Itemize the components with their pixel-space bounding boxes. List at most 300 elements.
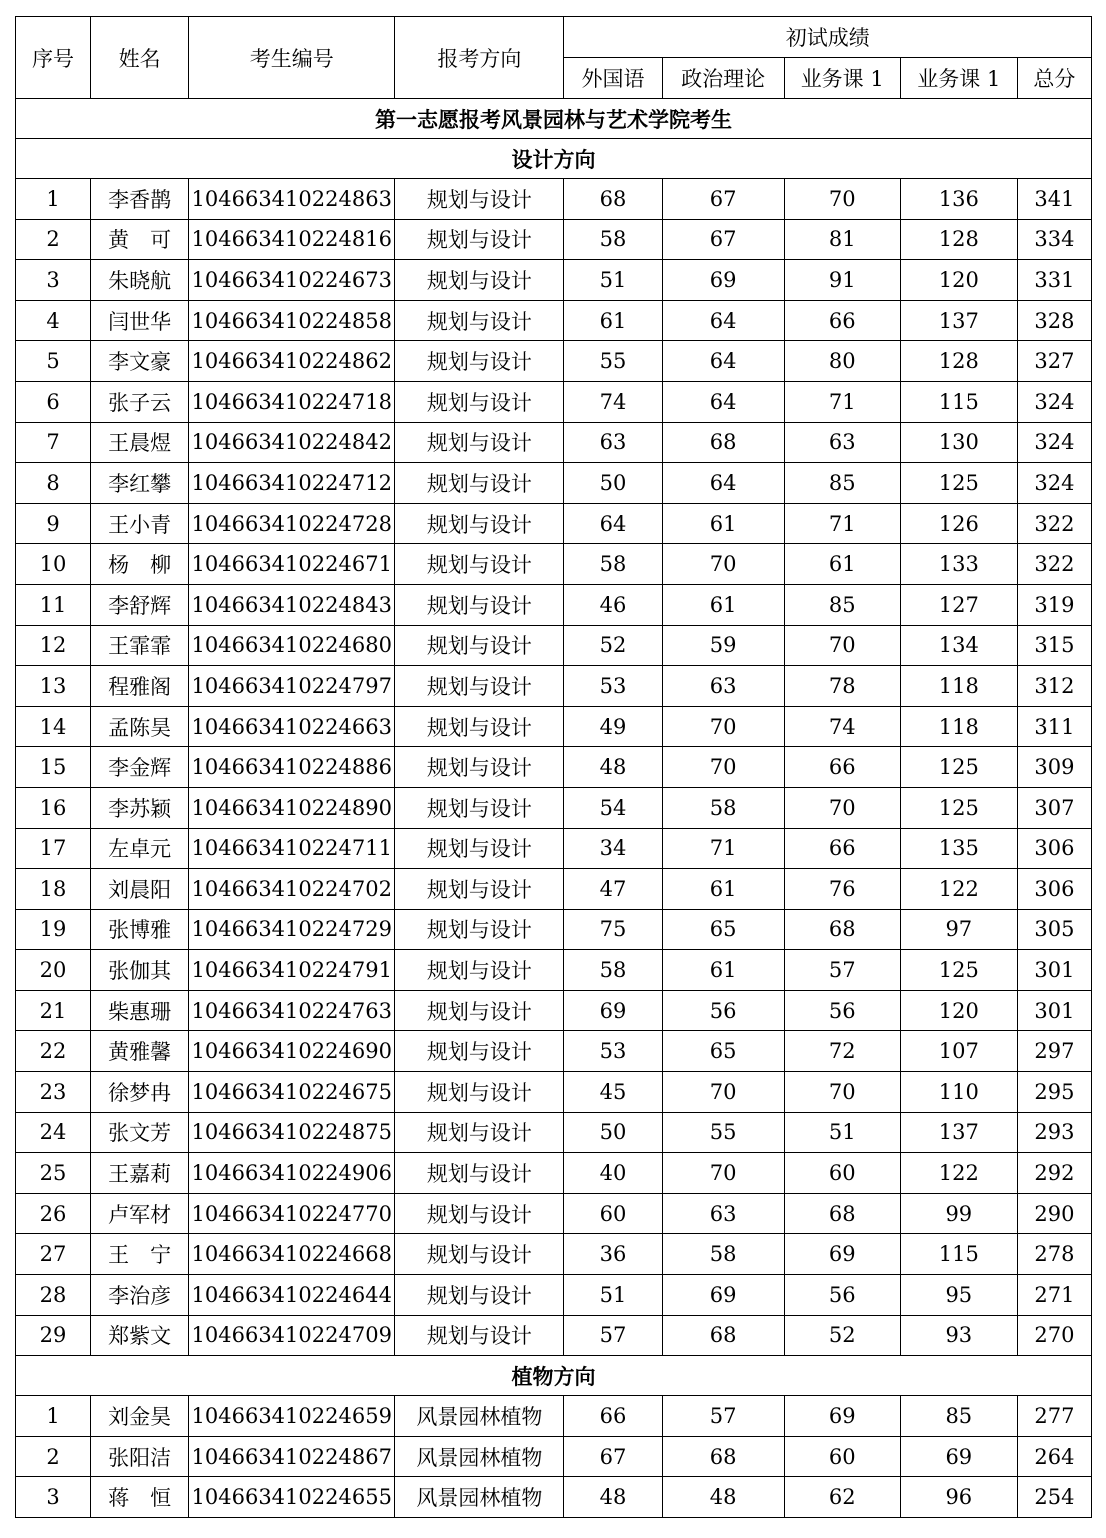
cell-direction: 风景园林植物 <box>395 1436 564 1477</box>
cell-foreign: 67 <box>564 1436 662 1477</box>
cell-total: 277 <box>1017 1396 1091 1437</box>
cell-course1: 57 <box>784 950 900 991</box>
cell-seq: 3 <box>16 1477 91 1518</box>
cell-total: 331 <box>1017 260 1091 301</box>
cell-politics: 58 <box>662 1234 784 1275</box>
cell-course2: 85 <box>900 1396 1017 1437</box>
table-row <box>16 260 1092 301</box>
cell-direction: 规划与设计 <box>395 747 564 788</box>
cell-name: 张阳洁 <box>91 1436 189 1477</box>
cell-course2: 128 <box>900 341 1017 382</box>
table-row <box>16 1396 1092 1437</box>
cell-seq: 19 <box>16 909 91 950</box>
cell-total: 295 <box>1017 1072 1091 1113</box>
table-row <box>16 990 1092 1031</box>
cell-politics: 70 <box>662 544 784 585</box>
table-row <box>16 463 1092 504</box>
table-row <box>16 1234 1092 1275</box>
cell-name: 李文豪 <box>91 341 189 382</box>
cell-seq: 12 <box>16 625 91 666</box>
cell-politics: 65 <box>662 1031 784 1072</box>
cell-course2: 130 <box>900 422 1017 463</box>
cell-total: 292 <box>1017 1153 1091 1194</box>
cell-politics: 61 <box>662 584 784 625</box>
cell-seq: 15 <box>16 747 91 788</box>
cell-foreign: 49 <box>564 706 662 747</box>
cell-id: 104663410224875 <box>189 1112 395 1153</box>
table-row <box>16 1072 1092 1113</box>
cell-politics: 61 <box>662 950 784 991</box>
cell-foreign: 55 <box>564 341 662 382</box>
table-row <box>16 1275 1092 1316</box>
table-row <box>16 1112 1092 1153</box>
cell-name: 杨 柳 <box>91 544 189 585</box>
table-row <box>16 1315 1092 1356</box>
group-title: 植物方向 <box>16 1356 1092 1396</box>
cell-course2: 122 <box>900 1153 1017 1194</box>
cell-direction: 规划与设计 <box>395 1072 564 1113</box>
cell-direction: 规划与设计 <box>395 219 564 260</box>
cell-politics: 68 <box>662 422 784 463</box>
cell-foreign: 53 <box>564 1031 662 1072</box>
cell-id: 104663410224797 <box>189 666 395 707</box>
header-scores-group: 初试成绩 <box>564 17 1092 58</box>
table-row <box>16 381 1092 422</box>
cell-direction: 规划与设计 <box>395 787 564 828</box>
cell-politics: 69 <box>662 1275 784 1316</box>
cell-course2: 95 <box>900 1275 1017 1316</box>
cell-name: 王小青 <box>91 503 189 544</box>
cell-direction: 规划与设计 <box>395 869 564 910</box>
cell-course1: 85 <box>784 584 900 625</box>
cell-politics: 61 <box>662 869 784 910</box>
table-row <box>16 1436 1092 1477</box>
cell-name: 王 宁 <box>91 1234 189 1275</box>
cell-direction: 规划与设计 <box>395 179 564 220</box>
cell-seq: 17 <box>16 828 91 869</box>
cell-course2: 126 <box>900 503 1017 544</box>
cell-seq: 23 <box>16 1072 91 1113</box>
cell-course2: 125 <box>900 463 1017 504</box>
cell-course1: 66 <box>784 300 900 341</box>
cell-seq: 2 <box>16 219 91 260</box>
cell-course1: 51 <box>784 1112 900 1153</box>
cell-total: 324 <box>1017 381 1091 422</box>
cell-course2: 97 <box>900 909 1017 950</box>
cell-foreign: 47 <box>564 869 662 910</box>
cell-foreign: 69 <box>564 990 662 1031</box>
cell-course2: 120 <box>900 990 1017 1031</box>
cell-politics: 48 <box>662 1477 784 1518</box>
cell-total: 341 <box>1017 179 1091 220</box>
cell-seq: 16 <box>16 787 91 828</box>
cell-seq: 27 <box>16 1234 91 1275</box>
cell-politics: 65 <box>662 909 784 950</box>
cell-course1: 56 <box>784 990 900 1031</box>
cell-course1: 63 <box>784 422 900 463</box>
cell-foreign: 34 <box>564 828 662 869</box>
cell-course2: 133 <box>900 544 1017 585</box>
cell-politics: 70 <box>662 747 784 788</box>
cell-course1: 68 <box>784 909 900 950</box>
cell-name: 孟陈昊 <box>91 706 189 747</box>
cell-seq: 29 <box>16 1315 91 1356</box>
cell-total: 315 <box>1017 625 1091 666</box>
cell-name: 蒋 恒 <box>91 1477 189 1518</box>
cell-id: 104663410224728 <box>189 503 395 544</box>
cell-direction: 规划与设计 <box>395 950 564 991</box>
cell-course2: 125 <box>900 787 1017 828</box>
header-foreign: 外国语 <box>564 58 662 99</box>
cell-total: 305 <box>1017 909 1091 950</box>
table-row <box>16 747 1092 788</box>
table-row <box>16 1153 1092 1194</box>
cell-politics: 61 <box>662 503 784 544</box>
cell-direction: 规划与设计 <box>395 1193 564 1234</box>
cell-total: 254 <box>1017 1477 1091 1518</box>
cell-id: 104663410224867 <box>189 1436 395 1477</box>
cell-foreign: 50 <box>564 463 662 504</box>
cell-course1: 71 <box>784 381 900 422</box>
cell-foreign: 45 <box>564 1072 662 1113</box>
cell-foreign: 58 <box>564 950 662 991</box>
cell-foreign: 52 <box>564 625 662 666</box>
cell-id: 104663410224791 <box>189 950 395 991</box>
cell-course2: 134 <box>900 625 1017 666</box>
cell-direction: 规划与设计 <box>395 260 564 301</box>
cell-name: 黄 可 <box>91 219 189 260</box>
table-row <box>16 503 1092 544</box>
cell-course2: 118 <box>900 666 1017 707</box>
table-row <box>16 179 1092 220</box>
cell-politics: 71 <box>662 828 784 869</box>
table-row <box>16 1031 1092 1072</box>
cell-id: 104663410224680 <box>189 625 395 666</box>
cell-name: 李治彦 <box>91 1275 189 1316</box>
cell-name: 刘晨阳 <box>91 869 189 910</box>
header-name: 姓名 <box>91 17 189 99</box>
cell-course1: 70 <box>784 787 900 828</box>
cell-id: 104663410224690 <box>189 1031 395 1072</box>
cell-id: 104663410224712 <box>189 463 395 504</box>
cell-direction: 规划与设计 <box>395 1234 564 1275</box>
cell-politics: 67 <box>662 219 784 260</box>
cell-total: 322 <box>1017 503 1091 544</box>
cell-course1: 70 <box>784 179 900 220</box>
cell-seq: 6 <box>16 381 91 422</box>
cell-total: 290 <box>1017 1193 1091 1234</box>
cell-total: 324 <box>1017 463 1091 504</box>
cell-foreign: 66 <box>564 1396 662 1437</box>
cell-direction: 风景园林植物 <box>395 1396 564 1437</box>
cell-politics: 70 <box>662 1153 784 1194</box>
cell-seq: 10 <box>16 544 91 585</box>
header-course1: 业务课 1 <box>784 58 900 99</box>
cell-total: 301 <box>1017 990 1091 1031</box>
cell-seq: 5 <box>16 341 91 382</box>
cell-foreign: 57 <box>564 1315 662 1356</box>
cell-foreign: 63 <box>564 422 662 463</box>
cell-direction: 规划与设计 <box>395 909 564 950</box>
header-course2: 业务课 1 <box>900 58 1017 99</box>
cell-id: 104663410224906 <box>189 1153 395 1194</box>
cell-id: 104663410224671 <box>189 544 395 585</box>
cell-course1: 72 <box>784 1031 900 1072</box>
cell-name: 王嘉莉 <box>91 1153 189 1194</box>
table-row <box>16 219 1092 260</box>
cell-id: 104663410224843 <box>189 584 395 625</box>
cell-direction: 规划与设计 <box>395 1153 564 1194</box>
cell-total: 327 <box>1017 341 1091 382</box>
cell-id: 104663410224711 <box>189 828 395 869</box>
cell-total: 311 <box>1017 706 1091 747</box>
cell-seq: 4 <box>16 300 91 341</box>
table-row <box>16 625 1092 666</box>
cell-total: 322 <box>1017 544 1091 585</box>
table-row <box>16 828 1092 869</box>
score-sheet <box>15 16 1092 1518</box>
table-row <box>16 422 1092 463</box>
table-row <box>16 869 1092 910</box>
cell-direction: 规划与设计 <box>395 300 564 341</box>
cell-course1: 78 <box>784 666 900 707</box>
cell-foreign: 60 <box>564 1193 662 1234</box>
cell-course2: 127 <box>900 584 1017 625</box>
cell-name: 柴惠珊 <box>91 990 189 1031</box>
cell-politics: 70 <box>662 1072 784 1113</box>
table-row <box>16 950 1092 991</box>
cell-id: 104663410224770 <box>189 1193 395 1234</box>
cell-total: 334 <box>1017 219 1091 260</box>
cell-direction: 规划与设计 <box>395 1315 564 1356</box>
cell-course2: 115 <box>900 1234 1017 1275</box>
cell-foreign: 40 <box>564 1153 662 1194</box>
cell-id: 104663410224842 <box>189 422 395 463</box>
cell-name: 卢军材 <box>91 1193 189 1234</box>
cell-course2: 122 <box>900 869 1017 910</box>
cell-politics: 58 <box>662 787 784 828</box>
cell-course2: 110 <box>900 1072 1017 1113</box>
cell-direction: 规划与设计 <box>395 422 564 463</box>
cell-name: 张伽其 <box>91 950 189 991</box>
table-row <box>16 544 1092 585</box>
table-row <box>16 300 1092 341</box>
table-header <box>16 17 1092 99</box>
cell-course1: 60 <box>784 1153 900 1194</box>
cell-name: 朱晓航 <box>91 260 189 301</box>
cell-politics: 70 <box>662 706 784 747</box>
cell-course2: 107 <box>900 1031 1017 1072</box>
cell-politics: 59 <box>662 625 784 666</box>
cell-total: 293 <box>1017 1112 1091 1153</box>
cell-politics: 64 <box>662 341 784 382</box>
cell-seq: 18 <box>16 869 91 910</box>
cell-foreign: 68 <box>564 179 662 220</box>
cell-total: 312 <box>1017 666 1091 707</box>
cell-foreign: 58 <box>564 219 662 260</box>
cell-id: 104663410224858 <box>189 300 395 341</box>
cell-politics: 57 <box>662 1396 784 1437</box>
cell-id: 104663410224886 <box>189 747 395 788</box>
cell-course1: 69 <box>784 1396 900 1437</box>
cell-seq: 13 <box>16 666 91 707</box>
cell-total: 328 <box>1017 300 1091 341</box>
cell-id: 104663410224816 <box>189 219 395 260</box>
cell-course2: 120 <box>900 260 1017 301</box>
cell-name: 王霏霏 <box>91 625 189 666</box>
cell-direction: 规划与设计 <box>395 990 564 1031</box>
cell-course2: 125 <box>900 747 1017 788</box>
cell-course1: 69 <box>784 1234 900 1275</box>
table-row <box>16 1193 1092 1234</box>
cell-direction: 规划与设计 <box>395 503 564 544</box>
cell-total: 307 <box>1017 787 1091 828</box>
cell-seq: 11 <box>16 584 91 625</box>
cell-name: 张子云 <box>91 381 189 422</box>
cell-name: 李红攀 <box>91 463 189 504</box>
section-title: 第一志愿报考风景园林与艺术学院考生 <box>16 99 1092 139</box>
cell-course2: 99 <box>900 1193 1017 1234</box>
cell-id: 104663410224644 <box>189 1275 395 1316</box>
cell-course1: 52 <box>784 1315 900 1356</box>
cell-seq: 14 <box>16 706 91 747</box>
cell-foreign: 74 <box>564 381 662 422</box>
cell-politics: 64 <box>662 300 784 341</box>
cell-course1: 56 <box>784 1275 900 1316</box>
cell-direction: 规划与设计 <box>395 544 564 585</box>
cell-id: 104663410224702 <box>189 869 395 910</box>
cell-course2: 125 <box>900 950 1017 991</box>
table-row <box>16 1477 1092 1518</box>
group-title: 设计方向 <box>16 139 1092 179</box>
cell-politics: 64 <box>662 381 784 422</box>
cell-course2: 135 <box>900 828 1017 869</box>
cell-politics: 67 <box>662 179 784 220</box>
cell-total: 319 <box>1017 584 1091 625</box>
cell-politics: 69 <box>662 260 784 301</box>
cell-foreign: 48 <box>564 1477 662 1518</box>
cell-course2: 93 <box>900 1315 1017 1356</box>
cell-direction: 规划与设计 <box>395 381 564 422</box>
cell-id: 104663410224663 <box>189 706 395 747</box>
header-seq: 序号 <box>16 17 91 99</box>
cell-direction: 规划与设计 <box>395 341 564 382</box>
cell-total: 270 <box>1017 1315 1091 1356</box>
cell-id: 104663410224862 <box>189 341 395 382</box>
cell-foreign: 51 <box>564 260 662 301</box>
table-body <box>16 99 1092 1518</box>
cell-id: 104663410224709 <box>189 1315 395 1356</box>
cell-seq: 3 <box>16 260 91 301</box>
cell-direction: 规划与设计 <box>395 1112 564 1153</box>
table-row <box>16 584 1092 625</box>
cell-seq: 1 <box>16 1396 91 1437</box>
cell-id: 104663410224659 <box>189 1396 395 1437</box>
cell-course1: 62 <box>784 1477 900 1518</box>
cell-politics: 63 <box>662 666 784 707</box>
table-row <box>16 706 1092 747</box>
cell-course2: 136 <box>900 179 1017 220</box>
cell-name: 闫世华 <box>91 300 189 341</box>
cell-seq: 28 <box>16 1275 91 1316</box>
cell-course2: 115 <box>900 381 1017 422</box>
cell-direction: 规划与设计 <box>395 1275 564 1316</box>
cell-name: 李金辉 <box>91 747 189 788</box>
cell-seq: 8 <box>16 463 91 504</box>
cell-direction: 规划与设计 <box>395 666 564 707</box>
cell-name: 张文芳 <box>91 1112 189 1153</box>
cell-foreign: 58 <box>564 544 662 585</box>
cell-name: 李苏颖 <box>91 787 189 828</box>
cell-foreign: 53 <box>564 666 662 707</box>
cell-politics: 68 <box>662 1436 784 1477</box>
cell-id: 104663410224718 <box>189 381 395 422</box>
cell-foreign: 61 <box>564 300 662 341</box>
cell-name: 徐梦冉 <box>91 1072 189 1113</box>
cell-seq: 25 <box>16 1153 91 1194</box>
cell-politics: 55 <box>662 1112 784 1153</box>
cell-foreign: 75 <box>564 909 662 950</box>
table-row <box>16 909 1092 950</box>
table-row <box>16 787 1092 828</box>
cell-direction: 规划与设计 <box>395 584 564 625</box>
cell-foreign: 54 <box>564 787 662 828</box>
cell-seq: 24 <box>16 1112 91 1153</box>
cell-seq: 9 <box>16 503 91 544</box>
cell-id: 104663410224675 <box>189 1072 395 1113</box>
cell-course1: 81 <box>784 219 900 260</box>
cell-foreign: 50 <box>564 1112 662 1153</box>
cell-course1: 60 <box>784 1436 900 1477</box>
cell-course1: 71 <box>784 503 900 544</box>
cell-id: 104663410224729 <box>189 909 395 950</box>
cell-foreign: 48 <box>564 747 662 788</box>
cell-course1: 85 <box>784 463 900 504</box>
cell-course1: 68 <box>784 1193 900 1234</box>
cell-course2: 137 <box>900 300 1017 341</box>
cell-course1: 74 <box>784 706 900 747</box>
cell-direction: 规划与设计 <box>395 463 564 504</box>
cell-course1: 76 <box>784 869 900 910</box>
cell-seq: 2 <box>16 1436 91 1477</box>
cell-id: 104663410224863 <box>189 179 395 220</box>
cell-politics: 64 <box>662 463 784 504</box>
header-total: 总分 <box>1017 58 1091 99</box>
cell-total: 301 <box>1017 950 1091 991</box>
header-id: 考生编号 <box>189 17 395 99</box>
cell-name: 李香鹊 <box>91 179 189 220</box>
cell-foreign: 46 <box>564 584 662 625</box>
cell-course1: 66 <box>784 828 900 869</box>
cell-direction: 规划与设计 <box>395 1031 564 1072</box>
table-row <box>16 341 1092 382</box>
cell-direction: 风景园林植物 <box>395 1477 564 1518</box>
cell-id: 104663410224673 <box>189 260 395 301</box>
cell-course1: 70 <box>784 1072 900 1113</box>
cell-direction: 规划与设计 <box>395 706 564 747</box>
cell-course2: 137 <box>900 1112 1017 1153</box>
cell-course1: 66 <box>784 747 900 788</box>
cell-name: 刘金昊 <box>91 1396 189 1437</box>
cell-total: 309 <box>1017 747 1091 788</box>
cell-seq: 7 <box>16 422 91 463</box>
cell-politics: 68 <box>662 1315 784 1356</box>
cell-name: 郑紫文 <box>91 1315 189 1356</box>
table-row <box>16 666 1092 707</box>
cell-politics: 56 <box>662 990 784 1031</box>
cell-total: 264 <box>1017 1436 1091 1477</box>
header-politics: 政治理论 <box>662 58 784 99</box>
